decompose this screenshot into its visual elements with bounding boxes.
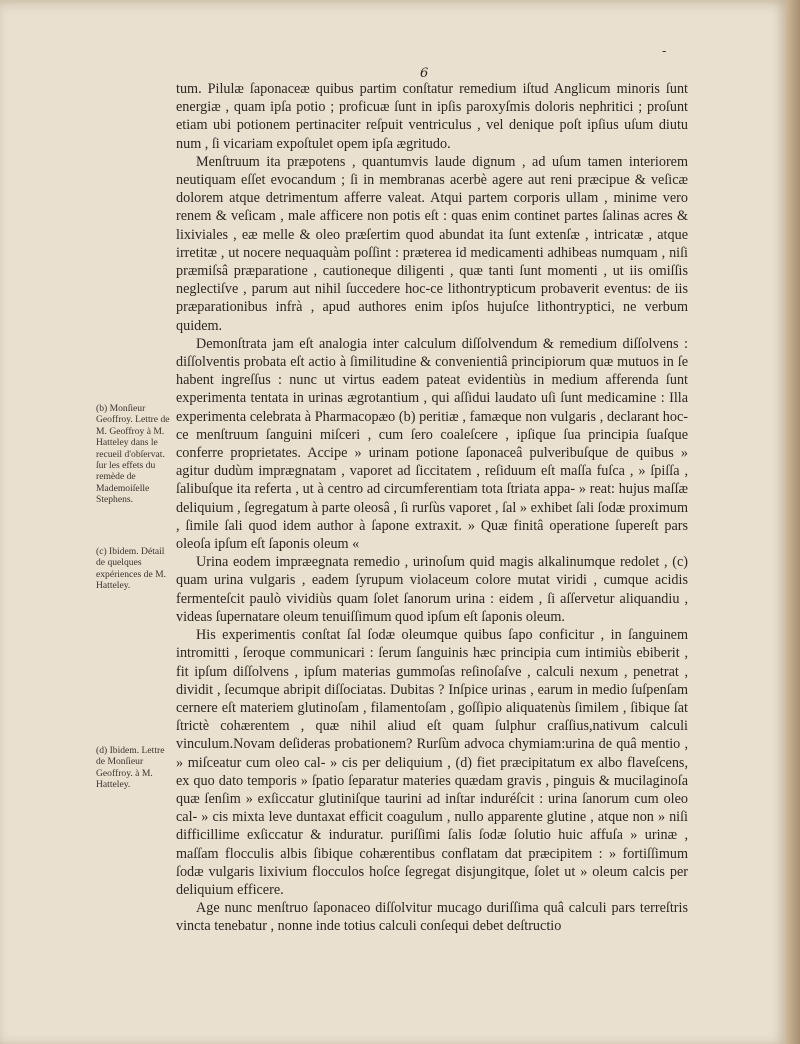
paragraph: His experimentis conſtat ſal ſodæ oleumque quibus ſapo conficitur , in ſanguinem intromitti , ſeroque communicari : ſerum ſanguinis hæc principia cum intimiùs ebiberit , fit ipſum diſſolvens , ipſum materias gummoſas reſinoſaſve , calculi nexum , penetrat , dividit , ſecumque abripit diſſociatas. Dubitas ? Inſpice urinas , earum in medio ſuſpenſam cernere eſt materiem glutinoſam , filamentoſam , goſſipio aliquatenùs ſimilem , ſibique ſat ſtrictè cohærentem , quæ nihil aliud eſt quam ſulphur craſſius,nativum calculi vinculum.Novam deſideras probationem? Rurſùm advoca chymiam:urina de quâ mentio , » miſceatur cum oleo cal- » cis per deliquium , (d) fiet præcipitatum ex albo flaveſcens, ex quo dato temporis » ſpatio ſeparatur materies quædam gravis , pinguis & mucilaginoſa quæ ſenſim » exſiccatur glutiniſque taurini ad inſtar induréſcit : urina ſanorum cum oleo cal- » cis mixta leve duntaxat efficit coagulum , nullo apparente glutine , atque non » niſi difficillime exſiccatur & induratur. puriſſimi ſalis ſodæ ſolutio huic affuſa » urinæ , maſſam flocculis albis ſibique cohærentibus conflatam dat præcipitem : » fortiſſimum ſodæ vulgaris lixivium flocculos hoſce ſegregat disjungitque, ſolet ut » oleum calcis per deliquium efficere. (176, 627, 688, 898)
page-edge (786, 0, 800, 1044)
margin-note-b: (b) Monſieur Geoffroy. Lettre de M. Geoffroy à M. Hatteley dans le recueil d'obſervat. ſur les effets du remède de Mademoiſelle Stephens. (96, 403, 170, 506)
paragraph: Menſtruum ita præpotens , quantumvis laude dignum , ad uſum tamen interiorem neutiquam eſſet evocandum ; ſi in membranas acerbè agere aut reni præcipue & veſicæ dolorem atque detrimentum afferre valeat. Atqui partem corporis ullam , minime vero renem & veſicam , male afficere non potis eſt : quas enim continet partes ſalinas acres & lixiviales , eæ melle & oleo præſertim quod abundat ita ſunt extenſæ , intricatæ , atque irretitæ , ut nocere nequaquàm poſſint : præterea id medicamenti adhibeas numquam , niſi præmiſsâ præparatione , cautioneque diligenti , quæ tanti ſunt momenti , ut iis omiſſis neglectiſve , parum aut nihil ſuccedere hoc-ce lithontrypticum probaverit eventus: de iis præparationibus infrà , apud authores enim ipſos hujuſce lithontryptici, ne verbum quidem. (176, 153, 688, 334)
main-text (176, 80, 688, 936)
paragraph: tum. Pilulæ ſaponaceæ quibus partim conſtatur remedium iſtud Anglicum minoris ſunt energiæ , quam ipſa potio ; proficuæ ſunt in ipſis paroxyſmis doloris nephritici ; proſunt etiam ubi potionem pertinaciter reſpuit ventriculus , vel denique poſt ipſius uſum diutu num , ſi vicariam expoſtulet opem ipſa ægritudo. (176, 81, 688, 152)
paragraph: Age nunc menſtruo ſaponaceo diſſolvitur mucago duriſſima quâ calculi pars terreſtris vincta tenebatur , nonne inde totius calculi conſequi debet deſtructio (176, 900, 688, 935)
paragraph: Urina eodem impræegnata remedio , urinoſum quid magis alkalinumque redolet , (c) quam urina vulgaris , eadem ſyrupum violaceum colore mutat viridi , cumque acidis fermenteſcit paulò vividiùs quam ſolet ſanorum urina : eidem , ſi aſſervetur aliquandiu , videas ſupernatare oleum tenuiſſimum quod ipſum eſt ſaponis oleum. (176, 554, 688, 625)
margin-note-c: (c) Ibidem. Détail de quelques expériences de M. Hatteley. (96, 546, 167, 592)
page-number: 6 (420, 66, 429, 81)
corner-mark: - (662, 44, 667, 59)
paragraph: Demonſtrata jam eſt analogia inter calculum diſſolvendum & remedium diſſolvens : diſſolventis probata eſt actio à ſimilitudine & convenientiâ principiorum quæ mutuos in ſe habent ingreſſus : nunc ut virtus eadem pateat evidentiùs in medium afferenda ſunt experimenta tentata in urinas ægrotantium , qui aſſidui laudato uſi ſunt medicamine : Illa experimenta celebrata à Pharmacopæo (b) peritiæ , famæque non vulgaris , declarant hoc-ce menſtruum ſanguini miſceri , cum ſero coaleſcere , ipſique ſua principia ſuaſque conferre proprietates. Accipe » urinam potione ſaponaceâ pulveribuſque de quibus » agitur dudùm imprægnatam , vaporet ad ſiccitatem , reſiduum eſt maſſa fuſca , » ſpiſſa , ſalibuſque ita referta , ut à centro ad circumferentiam tota ſtriata appa- » reat: hujus maſſæ deliquium , ſegregatum à parte oleosâ , ſi rurſùs vaporet , ſal » exhibet ſali ſodæ proximum , ſimile ſali quod idem author à ſapone extraxit. » Quæ finitâ operatione ſupereſt pars oleoſa ipſum eſt ſaponis oleum « (176, 335, 688, 553)
margin-note-d: (d) Ibidem. Lettre de Monſieur Geoffroy. à M. Hatteley. (96, 745, 165, 791)
